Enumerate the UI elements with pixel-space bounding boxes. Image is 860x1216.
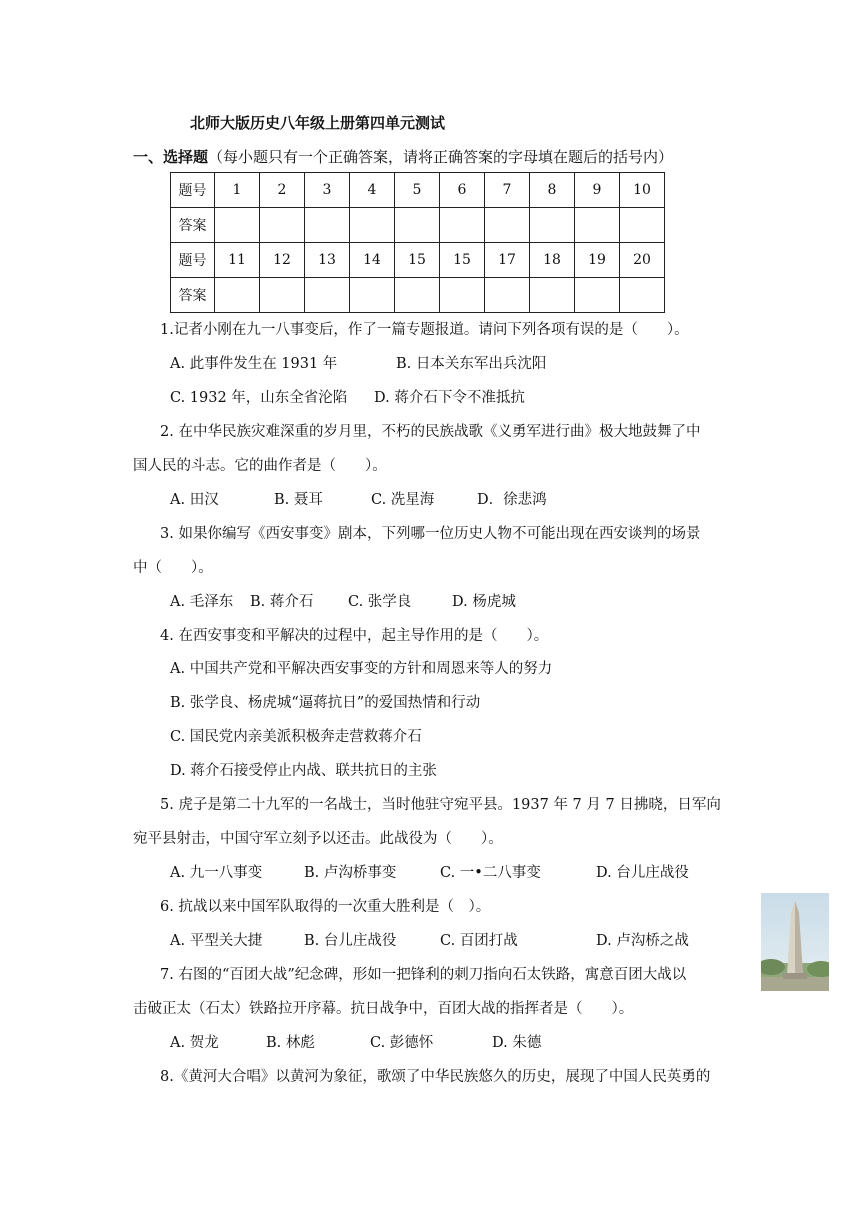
question-3-line-2: 中（ ）。 [133, 560, 213, 576]
question-number: 17 [485, 243, 530, 278]
option-b[interactable]: B. 聂耳 [274, 492, 323, 508]
question-number: 13 [305, 243, 350, 278]
option-a[interactable]: A. 九一八事变 [170, 865, 263, 881]
row-label: 题号 [171, 173, 215, 208]
answer-cell[interactable] [485, 208, 530, 243]
row-label: 答案 [171, 208, 215, 243]
monument-photo-icon [761, 893, 829, 991]
option-c[interactable]: C. 彭德怀 [370, 1035, 434, 1051]
monument-photo [761, 893, 829, 991]
answer-cell[interactable] [350, 278, 395, 313]
question-number: 20 [620, 243, 665, 278]
answer-cell[interactable] [395, 208, 440, 243]
page-title: 北师大版历史八年级上册第四单元测试 [190, 114, 446, 132]
question-number: 15 [440, 243, 485, 278]
option-d[interactable]: D. 蒋介石接受停止内战、联共抗日的主张 [170, 763, 437, 779]
answer-cell[interactable] [440, 278, 485, 313]
question-8: 8.《黄河大合唱》以黄河为象征，歌颂了中华民族悠久的历史，展现了中国人民英勇的 [160, 1069, 711, 1085]
question-number: 9 [575, 173, 620, 208]
question-number: 7 [485, 173, 530, 208]
option-a[interactable]: A. 田汉 [170, 492, 219, 508]
answer-cell[interactable] [215, 278, 260, 313]
option-b[interactable]: B. 日本关东军出兵沈阳 [396, 356, 547, 372]
option-b[interactable]: B. 蒋介石 [250, 594, 314, 610]
question-number: 8 [530, 173, 575, 208]
question-3-line-1: 3. 如果你编写《西安事变》剧本，下列哪一位历史人物不可能出现在西安谈判的场景 [160, 526, 701, 542]
option-d[interactable]: D．徐悲鸿 [477, 492, 547, 508]
answer-cell[interactable] [620, 278, 665, 313]
question-number: 15 [395, 243, 440, 278]
question-number: 1 [215, 173, 260, 208]
option-a[interactable]: A. 平型关大捷 [170, 933, 263, 949]
question-2-line-1: 2. 在中华民族灾难深重的岁月里，不朽的民族战歌《义勇军进行曲》极大地鼓舞了中 [160, 424, 701, 440]
question-7-line-2: 击破正太（石太）铁路拉开序幕。抗日战争中，百团大战的指挥者是（ ）。 [133, 1001, 634, 1017]
answer-cell[interactable] [305, 208, 350, 243]
answer-cell[interactable] [440, 208, 485, 243]
answer-cell[interactable] [575, 208, 620, 243]
answer-cell[interactable] [350, 208, 395, 243]
row-label: 题号 [171, 243, 215, 278]
answer-cell[interactable] [260, 278, 305, 313]
section-heading [133, 146, 673, 167]
option-a[interactable]: A. 中国共产党和平解决西安事变的方针和周恩来等人的努力 [170, 661, 553, 677]
question-4: 4. 在西安事变和平解决的过程中，起主导作用的是（ ）。 [160, 628, 549, 644]
option-b[interactable]: B. 台儿庄战役 [304, 933, 397, 949]
option-b[interactable]: B. 卢沟桥事变 [304, 865, 397, 881]
answer-table [170, 172, 665, 313]
section-instruction: （每小题只有一个正确答案，请将正确答案的字母填在题后的括号内） [208, 148, 674, 166]
question-number: 14 [350, 243, 395, 278]
answer-cell[interactable] [305, 278, 350, 313]
table-row [171, 243, 665, 278]
question-number: 5 [395, 173, 440, 208]
row-label: 答案 [171, 278, 215, 313]
option-d[interactable]: D. 蒋介石下令不准抵抗 [374, 390, 525, 406]
option-c[interactable]: C. 百团打战 [440, 933, 518, 949]
option-c[interactable]: C. 国民党内亲美派积极奔走营救蒋介石 [170, 729, 422, 745]
question-number: 3 [305, 173, 350, 208]
option-c[interactable]: C. 张学良 [348, 594, 412, 610]
question-number: 19 [575, 243, 620, 278]
answer-cell[interactable] [620, 208, 665, 243]
option-a[interactable]: A. 毛泽东 [170, 594, 234, 610]
table-row [171, 208, 665, 243]
option-a[interactable]: A. 贺龙 [170, 1035, 219, 1051]
table-row [171, 278, 665, 313]
answer-cell[interactable] [530, 278, 575, 313]
answer-cell[interactable] [215, 208, 260, 243]
option-a[interactable]: A. 此事件发生在 1931 年 [170, 356, 338, 372]
option-c[interactable]: C. 一•二八事变 [440, 865, 541, 881]
option-c[interactable]: C. 1932 年，山东全省沦陷 [170, 390, 348, 406]
option-d[interactable]: D. 朱德 [492, 1035, 542, 1051]
question-number: 12 [260, 243, 305, 278]
question-5-line-1: 5. 虎子是第二十九军的一名战士，当时他驻守宛平县。1937 年 7 月 7 日拂晓，日军向 [160, 797, 721, 813]
answer-cell[interactable] [530, 208, 575, 243]
question-number: 11 [215, 243, 260, 278]
option-d[interactable]: D. 杨虎城 [452, 594, 516, 610]
answer-cell[interactable] [260, 208, 305, 243]
answer-cell[interactable] [485, 278, 530, 313]
answer-cell[interactable] [395, 278, 440, 313]
option-b[interactable]: B. 林彪 [266, 1035, 315, 1051]
question-5-line-2: 宛平县射击，中国守军立刻予以还击。此战役为（ ）。 [133, 831, 503, 847]
option-d[interactable]: D. 台儿庄战役 [596, 865, 689, 881]
question-number: 2 [260, 173, 305, 208]
answer-cell[interactable] [575, 278, 620, 313]
option-c[interactable]: C. 冼星海 [371, 492, 435, 508]
question-7-line-1: 7. 右图的“百团大战”纪念碑，形如一把锋利的刺刀指向石太铁路，寓意百团大战以 [160, 967, 687, 983]
question-number: 4 [350, 173, 395, 208]
option-b[interactable]: B. 张学良、杨虎城“逼蒋抗日”的爱国热情和行动 [170, 695, 481, 711]
option-d[interactable]: D. 卢沟桥之战 [596, 933, 689, 949]
section-label: 一、选择题 [133, 148, 209, 166]
table-row [171, 173, 665, 208]
question-2-line-2: 国人民的斗志。它的曲作者是（ ）。 [133, 458, 387, 474]
question-number: 18 [530, 243, 575, 278]
question-number: 10 [620, 173, 665, 208]
question-1: 1.记者小刚在九一八事变后，作了一篇专题报道。请问下列各项有误的是（ ）。 [160, 322, 689, 338]
question-number: 6 [440, 173, 485, 208]
question-6: 6. 抗战以来中国军队取得的一次重大胜利是（ ）。 [160, 899, 491, 915]
